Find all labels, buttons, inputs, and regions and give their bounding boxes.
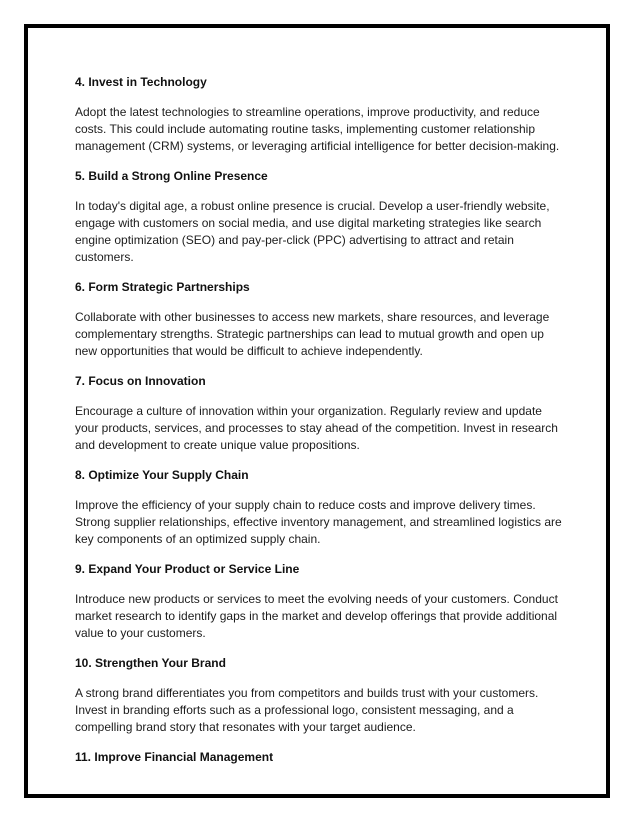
section-financial-management <box>75 749 565 766</box>
section-heading: 5. Build a Strong Online Presence <box>75 169 268 183</box>
section-paragraph: A strong brand differentiates you from competitors and builds trust with your customers. Invest in branding efforts such as a professional logo, consistent messaging, and a compelling brand story that resonates with your target audience. <box>75 686 539 734</box>
section-paragraph: Encourage a culture of innovation within your organization. Regularly review and update your products, services, and processes to stay ahead of the competition. Invest in research and development to create unique value propositions. <box>75 404 558 452</box>
section-paragraph: Improve the efficiency of your supply chain to reduce costs and improve delivery times. Strong supplier relationships, effective inventory management, and streamlined logistics are key components of an optimized supply chain. <box>75 498 562 546</box>
section-strategic-partnerships <box>75 279 565 360</box>
section-heading: 10. Strengthen Your Brand <box>75 656 226 670</box>
section-invest-in-technology <box>75 74 565 155</box>
section-paragraph: Introduce new products or services to meet the evolving needs of your customers. Conduct market research to identify gaps in the market and develop offerings that provide additional value to your customers. <box>75 592 558 640</box>
section-supply-chain <box>75 467 565 548</box>
section-paragraph: Collaborate with other businesses to access new markets, share resources, and leverage complementary strengths. Strategic partnerships can lead to mutual growth and open up new opportunities that would be difficult to achieve independently. <box>75 310 550 358</box>
section-heading: 9. Expand Your Product or Service Line <box>75 562 300 576</box>
document-body <box>75 74 565 779</box>
section-paragraph: In today's digital age, a robust online presence is crucial. Develop a user-friendly website, engage with customers on social media, and use digital marketing strategies like search engine optimization (SEO) and pay-per-click (PPC) advertising to attract and retain customers. <box>75 199 550 264</box>
section-heading: 8. Optimize Your Supply Chain <box>75 468 249 482</box>
section-innovation <box>75 373 565 454</box>
section-heading: 4. Invest in Technology <box>75 75 207 89</box>
section-heading: 11. Improve Financial Management <box>75 750 274 764</box>
section-paragraph: Adopt the latest technologies to streamline operations, improve productivity, and reduce costs. This could include automating routine tasks, implementing customer relationship management (CRM) systems, or leveraging artificial intelligence for better decision-making. <box>75 105 560 153</box>
section-brand <box>75 655 565 736</box>
section-online-presence <box>75 168 565 266</box>
section-product-line <box>75 561 565 642</box>
section-heading: 7. Focus on Innovation <box>75 374 206 388</box>
section-heading: 6. Form Strategic Partnerships <box>75 280 250 294</box>
